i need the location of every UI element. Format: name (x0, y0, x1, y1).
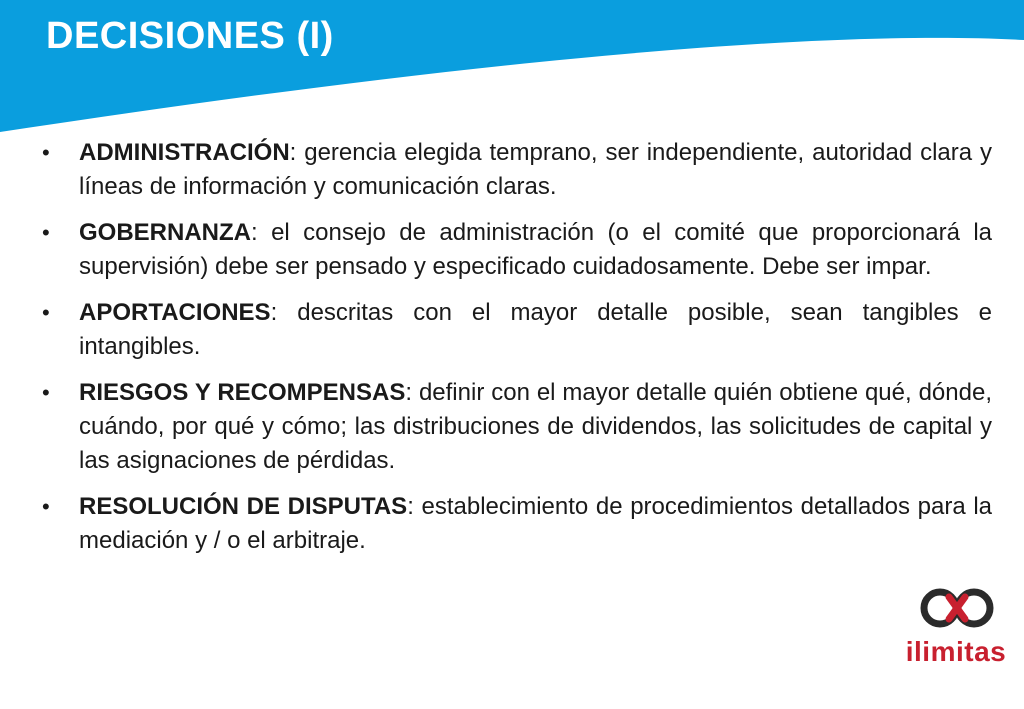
bullet-term: RIESGOS Y RECOMPENSAS (79, 379, 406, 406)
bullet-text: : el consejo de administración (o el comité que proporcionará la supervisión) debe ser pensado y especificado cuidadosamente. Debe ser impar. (79, 219, 992, 280)
bullet-text: : definir con el mayor detalle quién obtiene qué, dónde, cuándo, por qué y cómo; las distribuciones de dividendos, las solicitudes de capital y las asignaciones de pérdidas. (79, 379, 992, 474)
bullet-dot-icon: • (42, 494, 50, 519)
logo-wordmark: ilimitas (905, 636, 1007, 667)
bullet-item-gobernanza (42, 216, 992, 284)
bullet-term: ADMINISTRACIÓN (79, 139, 290, 166)
slide-title: DECISIONES (I) (46, 15, 334, 57)
bullet-dot-icon: • (42, 140, 50, 165)
bullet-text: : descritas con el mayor detalle posible, sean tangibles e intangibles. (79, 299, 992, 360)
bullet-item-aportaciones (42, 296, 992, 364)
bullet-term: RESOLUCIÓN DE DISPUTAS (79, 493, 408, 520)
bullet-text: : gerencia elegida temprano, ser independiente, autoridad clara y líneas de información y comunicación claras. (79, 139, 992, 200)
bullet-term: APORTACIONES (79, 299, 271, 326)
bullet-dot-icon: • (42, 300, 50, 325)
ilimitas-logo (890, 586, 1022, 670)
bullet-item-administracion (42, 136, 992, 204)
bullet-list (42, 136, 992, 570)
infinity-icon (890, 586, 1022, 634)
bullet-text: : establecimiento de procedimientos detallados para la mediación y / o el arbitraje. (79, 493, 992, 554)
bullet-term: GOBERNANZA (79, 219, 251, 246)
bullet-dot-icon: • (42, 380, 50, 405)
bullet-item-resolucion (42, 490, 992, 558)
bullet-dot-icon: • (42, 220, 50, 245)
bullet-item-riesgos (42, 376, 992, 478)
